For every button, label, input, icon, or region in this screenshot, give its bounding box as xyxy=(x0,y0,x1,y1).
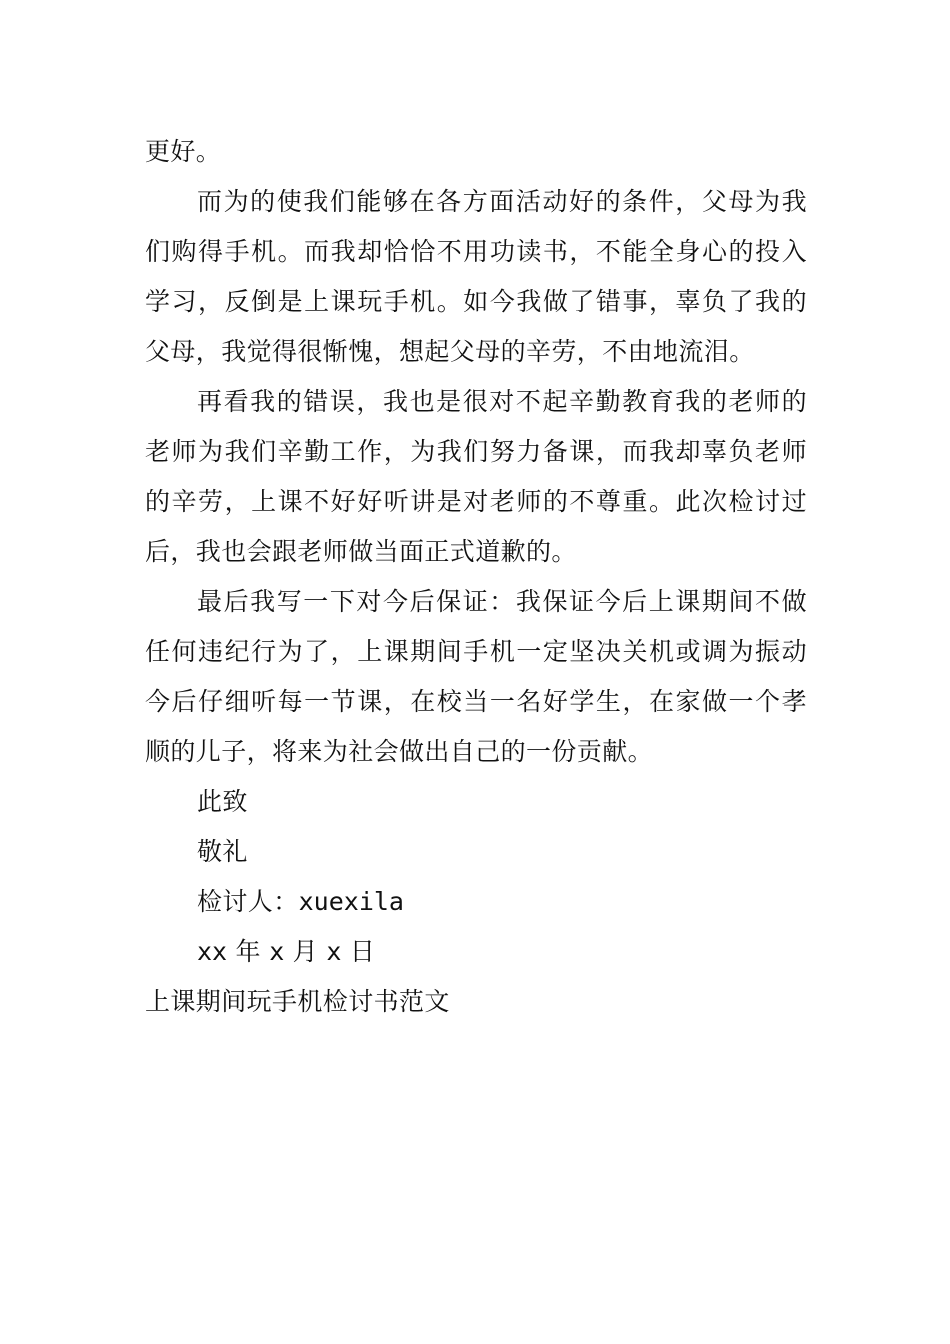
paragraph-4-line-2: 任何违纪行为了，上课期间手机一定坚决关机或调为振动 xyxy=(145,637,807,666)
paragraph-3-line-2: 老师为我们辛勤工作，为我们努力备课，而我却辜负老师 xyxy=(145,437,807,466)
paragraph-2-line-3: 学习，反倒是上课玩手机。如今我做了错事，辜负了我的 xyxy=(145,287,807,316)
date-year: xx xyxy=(197,937,228,966)
date-month-unit: 月 xyxy=(292,937,319,966)
date-month: x xyxy=(269,937,285,966)
paragraph-2-line-4: 父母，我觉得很惭愧，想起父母的辛劳，不由地流泪。 xyxy=(145,337,755,366)
date-line xyxy=(145,927,807,977)
paragraph-3-line-1: 再看我的错误，我也是很对不起辛勤教育我的老师的 xyxy=(197,387,807,416)
next-article-title: 上课期间玩手机检讨书范文 xyxy=(145,987,450,1016)
paragraph-2-line-1: 而为的使我们能够在各方面活动好的条件，父母为我 xyxy=(197,187,807,216)
paragraph-4-line-4: 顺的儿子，将来为社会做出自己的一份贡献。 xyxy=(145,737,654,766)
signature-label: 检讨人： xyxy=(197,887,299,916)
date-day: x xyxy=(326,937,342,966)
signature-line xyxy=(145,877,807,927)
closing-line: 此致 xyxy=(197,787,248,816)
date-day-unit: 日 xyxy=(349,937,376,966)
paragraph-2-line-2: 们购得手机。而我却恰恰不用功读书，不能全身心的投入 xyxy=(145,237,807,266)
paragraph-1-line-1: 更好。 xyxy=(145,137,222,166)
paragraph-3-line-3: 的辛劳，上课不好好听讲是对老师的不尊重。此次检讨过 xyxy=(145,487,807,516)
date-year-unit: 年 xyxy=(235,937,261,966)
paragraph-4-line-1: 最后我写一下对今后保证：我保证今后上课期间不做 xyxy=(197,587,807,616)
paragraph-4-line-3: 今后仔细听每一节课，在校当一名好学生，在家做一个孝 xyxy=(145,687,807,716)
paragraph-3-line-4: 后，我也会跟老师做当面正式道歉的。 xyxy=(145,537,577,566)
signature-name: xuexila xyxy=(298,887,404,916)
document-page xyxy=(145,127,807,1027)
salute-line: 敬礼 xyxy=(197,837,248,866)
